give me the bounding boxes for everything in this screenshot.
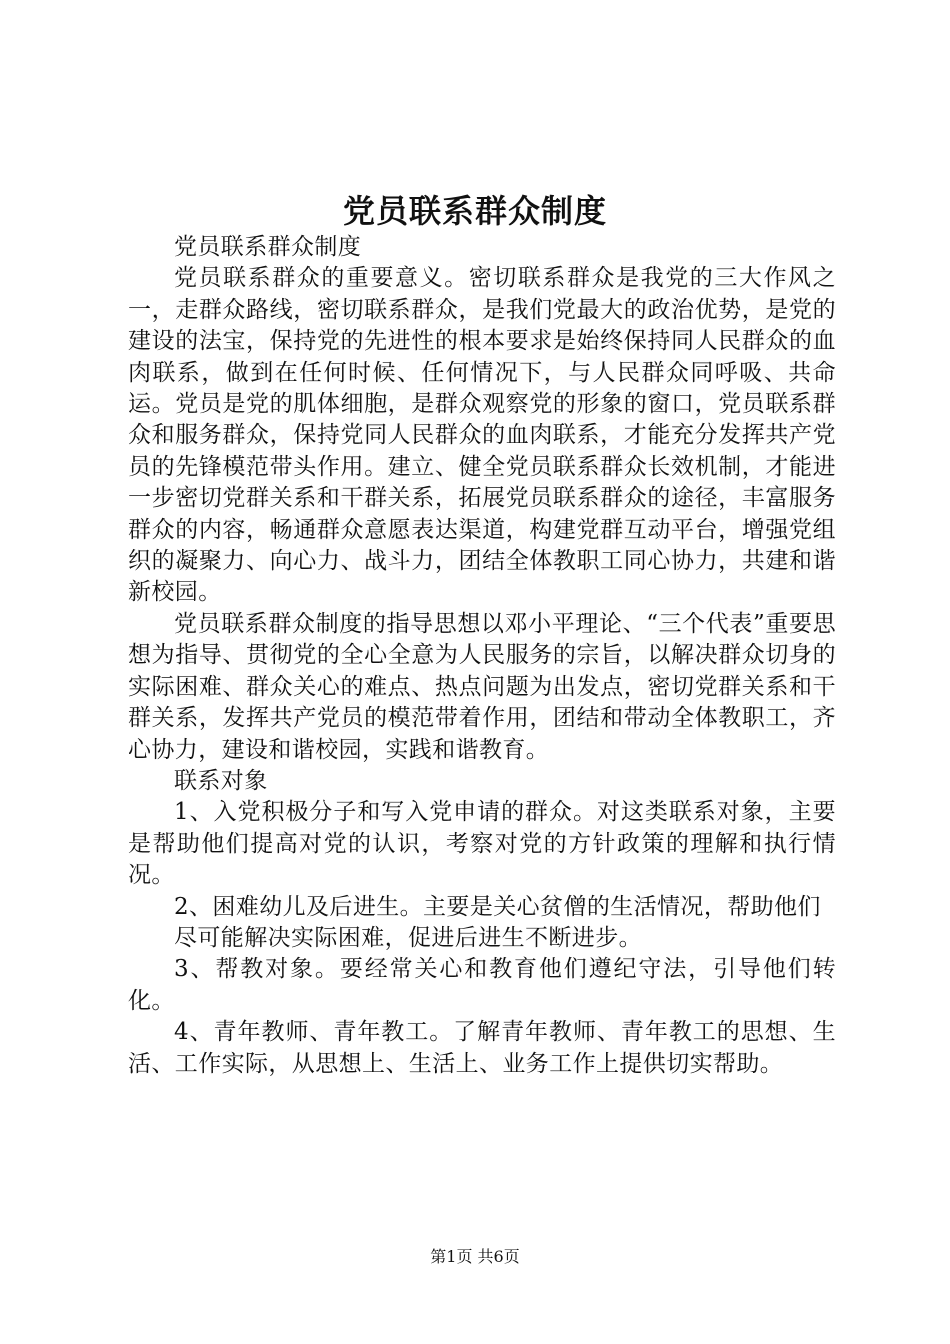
significance-paragraph: 党员联系群众的重要意义。密切联系群众是我党的三大作风之一，走群众路线，密切联系群众，是我们党最大的政治优势，是党的建设的法宝，保持党的先进性的根本要求是始终保持同人民群众的血肉联系，做到在任何时候、任何情况下，与人民群众同呼吸、共命运。党员是党的肌体细胞，是群众观察党的形象的窗口，党员联系群众和服务群众，保持党同人民群众的血肉联系，才能充分发挥共产党员的先锋模范带头作用。建立、健全党员联系群众长效机制，才能进一步密切党群关系和干群关系，拓展党员联系群众的途径，丰富服务群众的内容，畅通群众意愿表达渠道，构建党群互动平台，增强党组织的凝聚力、向心力、战斗力，团结全体教职工同心协力，共建和谐新校园。 — [128, 265, 836, 606]
subtitle-paragraph: 党员联系群众制度 — [174, 234, 362, 260]
guiding-ideology-paragraph: 党员联系群众制度的指导思想以邓小平理论、“三个代表”重要思想为指导、贯彻党的全心全意为人民服务的宗旨，以解决群众切身的实际困难、群众关心的难点、热点问题为出发点，密切党群关系和干群关系，发挥共产党员的模范带着作用，团结和带动全体教职工，齐心协力，建设和谐校园，实践和谐教育。 — [128, 610, 836, 763]
document-title: 党员联系群众制度 — [342, 192, 607, 230]
page-number-footer: 第1页 共6页 — [430, 1247, 520, 1266]
list-item-2-continued: 尽可能解决实际困难，促进后进生不断进步。 — [174, 924, 642, 951]
list-item-1: 1、入党积极分子和写入党申请的群众。对这类联系对象，主要是帮助他们提高对党的认识，考察对党的方针政策的理解和执行情况。 — [128, 799, 836, 889]
list-item-2: 2、困难幼儿及后进生。主要是关心贫僧的生活情况，帮助他们 — [174, 893, 821, 920]
document-body — [128, 232, 836, 1080]
list-item-3: 3、帮教对象。要经常关心和教育他们遵纪守法，引导他们转化。 — [128, 956, 836, 1014]
list-item-4: 4、青年教师、青年教工。了解青年教师、青年教工的思想、生活、工作实际，从思想上、生活上、业务工作上提供切实帮助。 — [128, 1019, 836, 1077]
contact-targets-heading: 联系对象 — [174, 767, 268, 794]
